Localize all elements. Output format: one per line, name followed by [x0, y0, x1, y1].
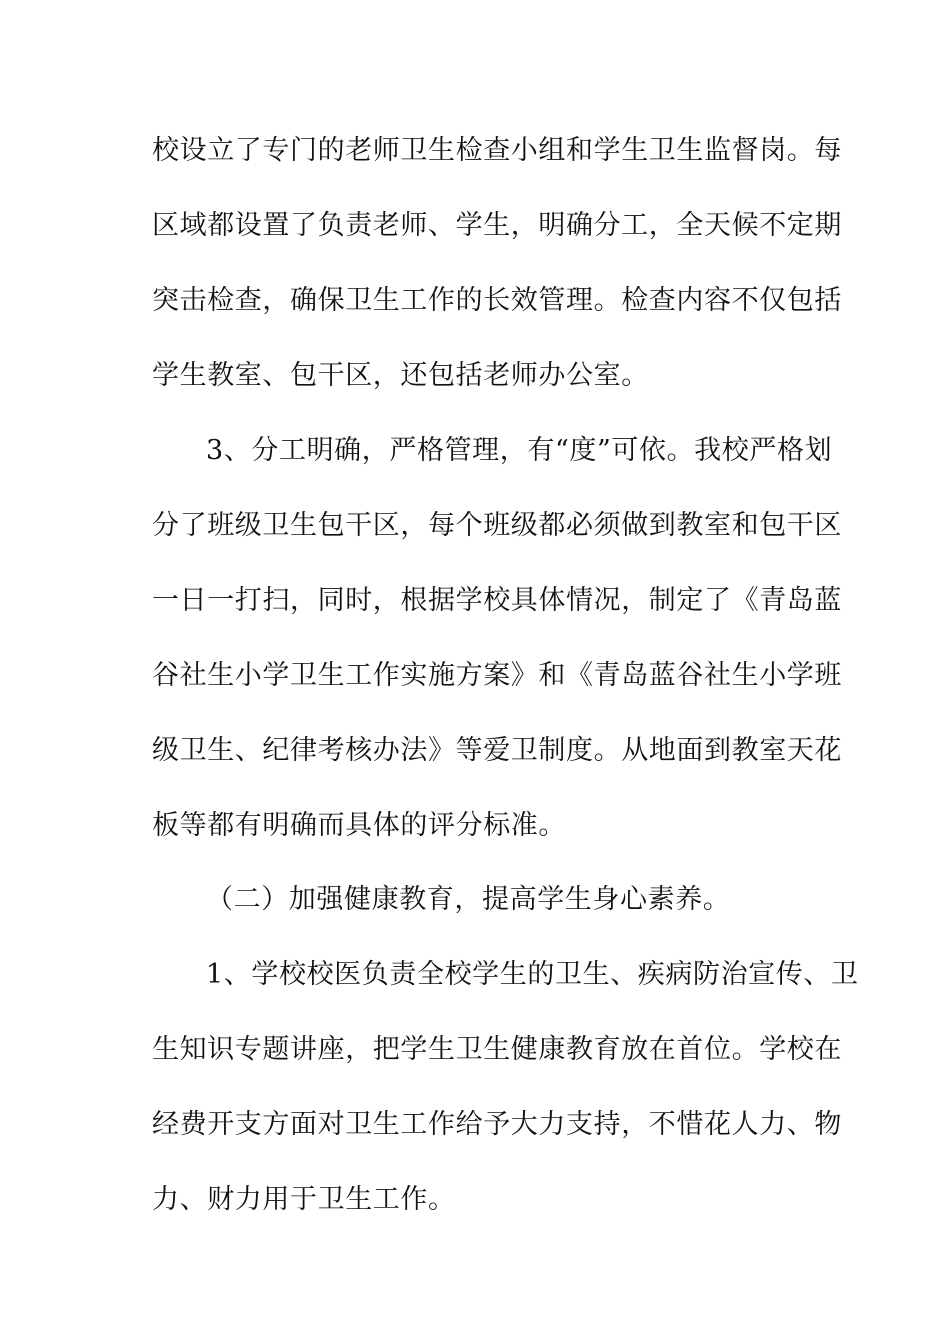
- paragraph-line: 校设立了专门的老师卫生检查小组和学生卫生监督岗。每: [152, 135, 842, 166]
- paragraph-line: 板等都有明确而具体的评分标准。: [152, 810, 566, 841]
- paragraph-line: 1、学校校医负责全校学生的卫生、疾病防治宣传、卫: [206, 959, 859, 990]
- paragraph-line: 一日一打扫，同时，根据学校具体情况，制定了《青岛蓝: [152, 585, 842, 616]
- paragraph-line: 生知识专题讲座，把学生卫生健康教育放在首位。学校在: [152, 1034, 842, 1065]
- paragraph-line: 分了班级卫生包干区，每个班级都必须做到教室和包干区: [152, 510, 842, 541]
- paragraph-line: 级卫生、纪律考核办法》等爱卫制度。从地面到教室天花: [152, 735, 842, 766]
- paragraph-line: 区域都设置了负责老师、学生，明确分工，全天候不定期: [152, 210, 842, 241]
- paragraph-line: 力、财力用于卫生工作。: [152, 1184, 456, 1215]
- paragraph-line: 突击检查，确保卫生工作的长效管理。检查内容不仅包括: [152, 285, 842, 316]
- paragraph-line: 经费开支方面对卫生工作给予大力支持，不惜花人力、物: [152, 1109, 842, 1140]
- paragraph-line: 谷社生小学卫生工作实施方案》和《青岛蓝谷社生小学班: [152, 660, 842, 691]
- paragraph-line: 学生教室、包干区，还包括老师办公室。: [152, 360, 649, 391]
- paragraph-line: 3、分工明确，严格管理，有“度”可依。我校严格划: [206, 435, 833, 466]
- section-heading: （二）加强健康教育，提高学生身心素养。: [206, 884, 731, 915]
